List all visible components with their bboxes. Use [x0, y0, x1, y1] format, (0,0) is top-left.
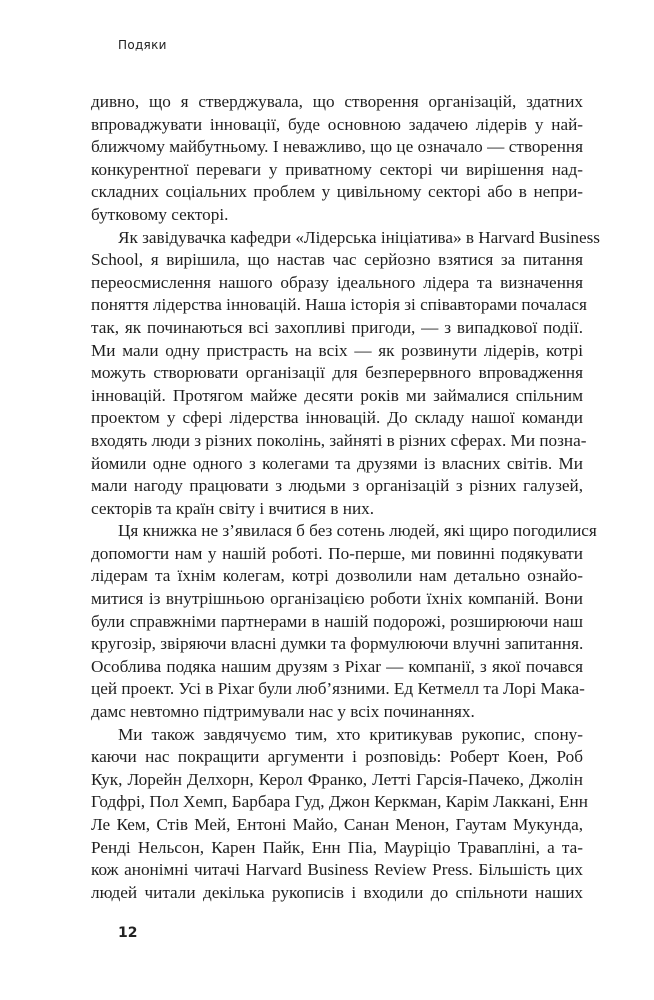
running-head-title: Подяки: [118, 38, 167, 52]
text-line: були справжніми партнерами в нашій подорожі, розширюючи наш: [91, 611, 583, 631]
text-line: інновацій. Протягом майже десяти років ми займалися спільним: [91, 385, 583, 405]
text-line: Кук, Лорейн Делхорн, Керол Франко, Летті Гарсія-Пачеко, Джолін: [91, 769, 583, 789]
paragraph-first-line: Ця книжка не з’явилася б без сотень людей, які щиро погодилися: [118, 521, 597, 541]
text-line: допомогти нам у нашій роботі. По-перше, ми повинні подякувати: [91, 543, 583, 563]
text-line: цей проект. Усі в Pixar були люб’язними. Ед Кетмелл та Лорі Мака-: [91, 679, 585, 699]
text-line: складних соціальних проблем у цивільному секторі або в непри-: [91, 182, 583, 202]
text-line: можуть створювати організації для безперервного впровадження: [91, 363, 583, 383]
text-line: секторів та країн світу і вчитися в них.: [91, 498, 375, 518]
text-line: мали нагоду працювати з людьми з організацій з різних галузей,: [91, 476, 583, 496]
text-line: Ренді Нельсон, Карен Пайк, Енн Піа, Мауріціо Травапліні, а та-: [91, 837, 583, 857]
body-text: [91, 91, 600, 904]
text-line: впроваджувати інновації, буде основною задачею лідерів у най-: [91, 114, 583, 134]
text-line: входять люди з різних поколінь, зайняті в різних сферах. Ми позна-: [91, 430, 587, 450]
text-line: дивно, що я стверджувала, що створення організацій, здатних: [91, 92, 583, 111]
text-line: митися із внутрішньою організацією роботи їхніх компаній. Вони: [91, 589, 583, 609]
text-line: людей читали декілька рукописів і входили до спільноти наших: [91, 882, 583, 902]
text-line: проектом у сфері лідерства інновацій. До складу нашої команди: [91, 408, 583, 428]
text-line: бутковому секторі.: [91, 204, 229, 224]
text-line: переосмислення нашого образу ідеального лідера та визначення: [91, 272, 583, 292]
paragraph-first-line: Ми також завдячуємо тим, хто критикував рукопис, спону-: [118, 724, 583, 744]
text-line: Ми мали одну пристрасть на всіх — як розвинути лідерів, котрі: [91, 340, 583, 360]
text-line: ближчому майбутньому. І неважливо, що це означало — створення: [91, 137, 583, 157]
text-line: кож анонімні читачі Harvard Business Review Press. Більшість цих: [91, 860, 583, 880]
text-line: School, я вирішила, що настав час серйозно взятися за питання: [91, 250, 583, 270]
text-line: йомили одне одного з колегами та друзями із власних світів. Ми: [91, 453, 583, 473]
text-line: лідерам та їхнім колегам, котрі дозволили нам детально ознайо-: [91, 566, 583, 586]
text-line: дамс невтомно підтримували нас у всіх починаннях.: [91, 702, 475, 722]
text-line: так, як починаються всі захопливі пригоди, — з випадкової події.: [91, 317, 583, 337]
text-line: каючи нас покращити аргументи і розповідь: Роберт Коен, Роб: [91, 747, 583, 767]
text-line: Ле Кем, Стів Мей, Ентоні Майо, Санан Менон, Гаутам Мукунда,: [91, 815, 583, 834]
text-line: кругозір, звіряючи власні думки та формулюючи влучні запитання.: [91, 634, 584, 654]
text-line: конкурентної переваги у приватному секторі чи вирішення над-: [91, 159, 583, 179]
text-line: Годфрі, Пол Хемп, Барбара Гуд, Джон Керкман, Карім Лаккані, Енн: [91, 792, 588, 812]
paragraph-first-line: Як завідувачка кафедри «Лідерська ініціатива» в Harvard Business: [118, 227, 600, 247]
text-line: поняття лідерства інновацій. Наша історія зі співавторами почалася: [91, 295, 587, 315]
text-line: Особлива подяка нашим друзям з Pixar — компанії, з якої почався: [91, 656, 583, 676]
page-number: 12: [118, 925, 138, 941]
